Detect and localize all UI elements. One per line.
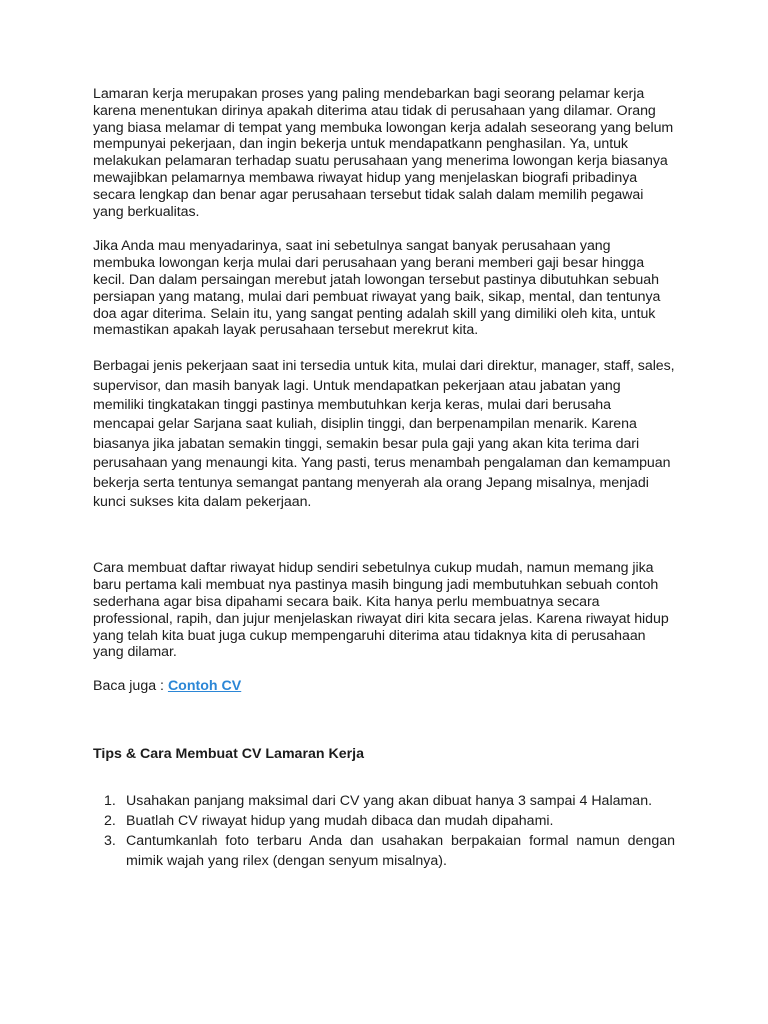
contoh-cv-link[interactable]: Contoh CV bbox=[167, 678, 242, 695]
read-more-prefix: Baca juga : bbox=[93, 678, 168, 695]
tips-list bbox=[93, 791, 675, 871]
tips-heading: Tips & Cara Membuat CV Lamaran Kerja bbox=[93, 746, 364, 763]
paragraph-intro: Lamaran kerja merupakan proses yang paling mendebarkan bagi seorang pelamar kerja karena menentukan dirinya apakah diterima atau tidak di perusahaan yang dilamar. Orang yang biasa melamar di tempat yang membuka lowongan kerja adalah seseorang yang belum mempunyai pekerjaan, dan ingin bekerja untuk mendapatkann penghasilan. Ya, untuk melakukan pelamaran terhadap suatu perusahaan yang menerima lowongan kerja biasanya mewajibkan pelamarnya membawa riwayat hidup yang menjelaskan biografi pribadinya secara lengkap dan benar agar perusahaan tersebut tidak salah dalam memilih pegawai yang berkualitas. bbox=[93, 86, 674, 220]
list-item bbox=[93, 811, 675, 831]
list-item-text: Cantumkanlah foto terbaru Anda dan usahakan berpakaian formal namun dengan mimik wajah yang rilex (dengan senyum misalnya). bbox=[126, 833, 675, 870]
paragraph-how-to-make-cv: Cara membuat daftar riwayat hidup sendiri sebetulnya cukup mudah, namun memang jika baru pertama kali membuat nya pastinya masih bingung jadi membutuhkan sebuah contoh sederhana agar bisa dipahami secara baik. Kita hanya perlu membuatnya secara professional, rapih, dan jujur menjelaskan riwayat diri kita secara jelas. Karena riwayat hidup yang telah kita buat juga cukup mempengaruhi diterima atau tidaknya kita di perusahaan yang dilamar. bbox=[93, 560, 669, 661]
paragraph-competition: Jika Anda mau menyadarinya, saat ini sebetulnya sangat banyak perusahaan yang membuka lowongan kerja mulai dari perusahaan yang berani memberi gaji besar hingga kecil. Dan dalam persaingan merebut jatah lowongan tersebut pastinya dibutuhkan sebuah persiapan yang matang, mulai dari pembuat riwayat yang baik, sikap, mental, dan tentunya doa agar diterima. Selain itu, yang sangat penting adalah skill yang dimiliki oleh kita, untuk memastikan apakah layak perusahaan tersebut merekrut kita. bbox=[93, 238, 661, 339]
list-item-text: Usahakan panjang maksimal dari CV yang akan dibuat hanya 3 sampai 4 Halaman. bbox=[126, 793, 653, 810]
document-page bbox=[93, 86, 675, 871]
list-item-text: Buatlah CV riwayat hidup yang mudah dibaca dan mudah dipahami. bbox=[126, 813, 554, 830]
read-more-line bbox=[93, 678, 675, 695]
list-item bbox=[93, 831, 675, 871]
list-item-number: 1. bbox=[104, 793, 116, 810]
paragraph-job-types: Berbagai jenis pekerjaan saat ini tersedia untuk kita, mulai dari direktur, manager, staff, sales, supervisor, dan masih banyak lagi. Untuk mendapatkan pekerjaan atau jabatan yang memiliki tingkatakan tinggi pastinya membutuhkan kerja keras, mulai dari berusaha mencapai gelar Sarjana saat kuliah, disiplin tinggi, dan berpenampilan menarik. Karena biasanya jika jabatan semakin tinggi, semakin besar pula gaji yang akan kita terima dari perusahaan yang menaungi kita. Yang pasti, terus menambah pengalaman dan kemampuan bekerja serta tentunya semangat pantang menyerah ala orang Jepang misalnya, menjadi kunci sukses kita dalam pekerjaan. bbox=[93, 358, 675, 510]
list-item-number: 2. bbox=[104, 813, 116, 830]
list-item bbox=[93, 791, 675, 811]
list-item-number: 3. bbox=[104, 833, 116, 850]
